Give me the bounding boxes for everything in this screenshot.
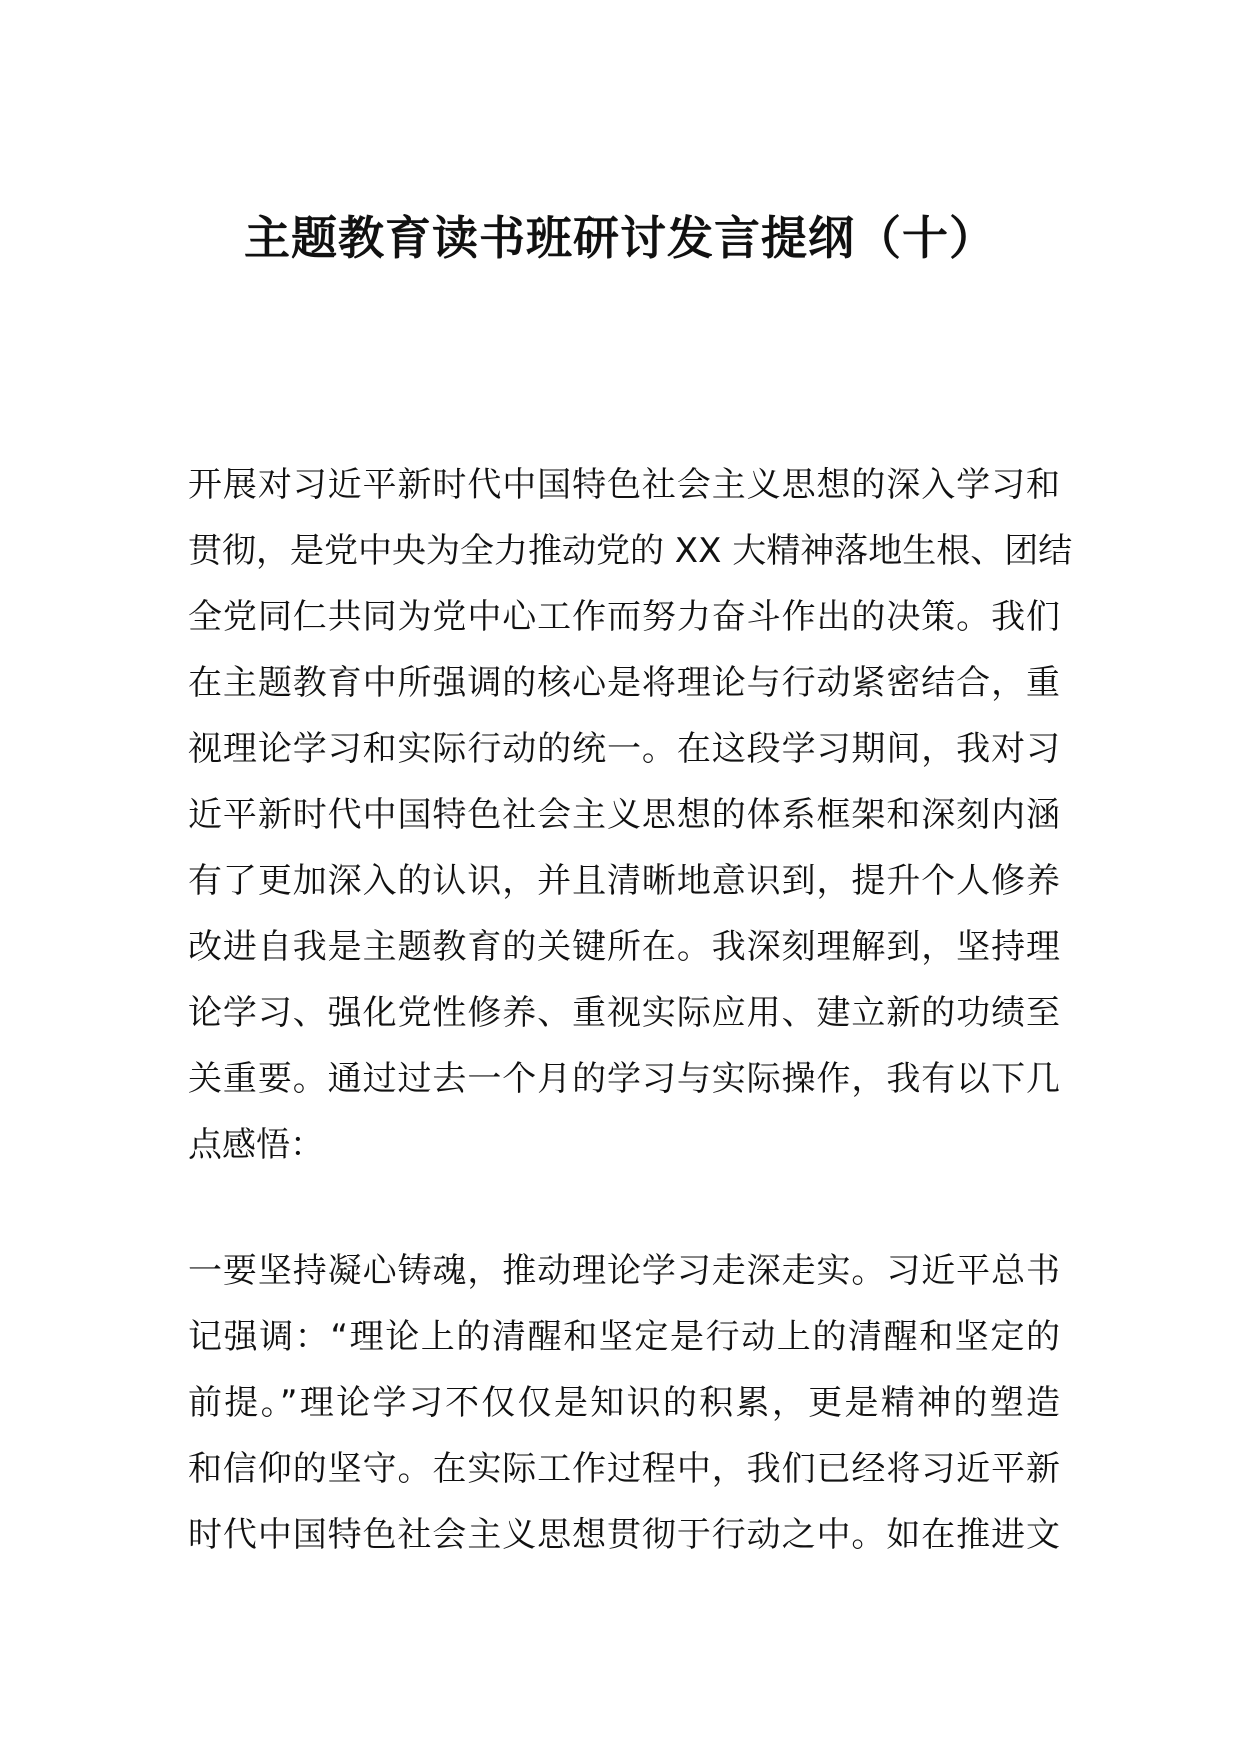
paragraph-point-one xyxy=(188,1238,1060,1568)
paragraph-line: 记强调：“理论上的清醒和坚定是行动上的清醒和坚定的 xyxy=(188,1317,1060,1357)
paragraph-line: 全党同仁共同为党中心工作而努力奋斗作出的决策。我们 xyxy=(188,597,1060,637)
paragraph-line: 改进自我是主题教育的关键所在。我深刻理解到，坚持理 xyxy=(188,927,1060,967)
paragraph-line: 一要坚持凝心铸魂，推动理论学习走深走实。习近平总书 xyxy=(188,1251,1060,1291)
paragraph-line: 有了更加深入的认识，并且清晰地意识到，提升个人修养 xyxy=(188,861,1060,901)
paragraph-line: 贯彻，是党中央为全力推动党的 XX 大精神落地生根、团结 xyxy=(188,531,1073,571)
paragraph-line: 前提。”理论学习不仅仅是知识的积累，更是精神的塑造 xyxy=(188,1383,1060,1423)
paragraph-line: 开展对习近平新时代中国特色社会主义思想的深入学习和 xyxy=(188,465,1060,505)
paragraph-intro xyxy=(188,452,1073,1178)
paragraph-line: 关重要。通过过去一个月的学习与实际操作，我有以下几 xyxy=(188,1059,1060,1099)
paragraph-line: 论学习、强化党性修养、重视实际应用、建立新的功绩至 xyxy=(188,993,1060,1033)
paragraph-line: 和信仰的坚守。在实际工作过程中，我们已经将习近平新 xyxy=(188,1449,1060,1489)
paragraph-line: 近平新时代中国特色社会主义思想的体系框架和深刻内涵 xyxy=(188,795,1060,835)
paragraph-line: 视理论学习和实际行动的统一。在这段学习期间，我对习 xyxy=(188,729,1060,769)
paragraph-line: 在主题教育中所强调的核心是将理论与行动紧密结合，重 xyxy=(188,663,1060,703)
paragraph-line: 点感悟： xyxy=(188,1125,324,1165)
paragraph-line: 时代中国特色社会主义思想贯彻于行动之中。如在推进文 xyxy=(188,1515,1060,1555)
document-title: 主题教育读书班研讨发言提纲（十） xyxy=(244,211,996,265)
